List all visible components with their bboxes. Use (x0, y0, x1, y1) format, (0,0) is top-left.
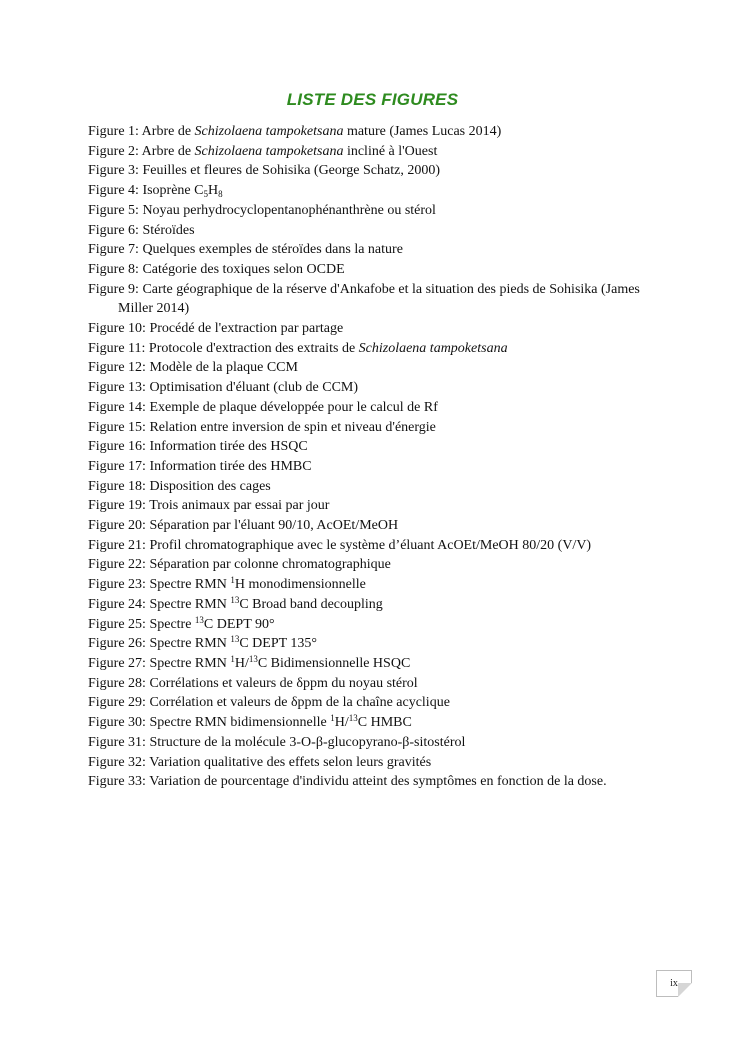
figure-entry-text: Figure 8: Catégorie des toxiques selon OCDE (88, 261, 345, 277)
figure-entry (88, 260, 668, 280)
figure-entry-text: Figure 33: Variation de pourcentage d'individu atteint des symptômes en fonction de la dose. (88, 774, 607, 790)
figure-entry-text: Figure 32: Variation qualitative des effets selon leurs gravités (88, 754, 432, 770)
figure-entry-prefix: Figure 4: Isoprène C (88, 183, 204, 199)
figure-entry-prefix: Figure 26: Spectre RMN (88, 636, 231, 652)
figure-entry-mid: H (207, 183, 219, 199)
page-title: LISTE DES FIGURES (286, 90, 459, 109)
figure-entry (88, 339, 668, 359)
figure-entry (88, 437, 668, 457)
figure-entry-text: Figure 7: Quelques exemples de stéroïdes dans la nature (88, 242, 403, 258)
figure-entry (88, 398, 668, 418)
figure-entry (88, 457, 668, 477)
figure-entry-sup1: 13 (194, 614, 204, 625)
figure-entry-sup2: 13 (348, 713, 358, 724)
figure-entry (88, 496, 668, 516)
figure-entry-text: Figure 19: Trois animaux par essai par jour (88, 498, 330, 514)
figure-entry-prefix: Figure 1: Arbre de (88, 124, 195, 139)
figure-entry-text: Figure 12: Modèle de la plaque CCM (88, 360, 298, 376)
figure-entry-sub2: 8 (218, 189, 223, 200)
figure-entry-sup1: 1 (330, 713, 335, 724)
figure-entry-text: Figure 9: Carte géographique de la réserve d'Ankafobe et la situation des pieds de Sohisika (James Miller 2014) (88, 281, 640, 317)
figure-entry-text: Figure 6: Stéroïdes (88, 222, 195, 238)
figure-entry (88, 615, 668, 635)
figure-entry-text: Figure 21: Profil chromatographique avec le système d’éluant AcOEt/MeOH 80/20 (V/V) (88, 537, 592, 553)
figure-entry (88, 674, 668, 694)
figure-entry (88, 753, 668, 773)
figure-entry-suffix: C Bidimensionnelle HSQC (257, 655, 411, 671)
figure-entry (88, 201, 668, 221)
figure-entry-text: Figure 15: Relation entre inversion de spin et niveau d'énergie (88, 419, 436, 435)
figure-entry-suffix: C HMBC (357, 715, 412, 731)
figure-entry-sup1: 1 (230, 653, 235, 664)
page-number: ix (656, 970, 692, 997)
figure-entry-prefix: Figure 30: Spectre RMN bidimensionnelle (88, 715, 331, 731)
figure-entry-prefix: Figure 27: Spectre RMN (88, 655, 231, 671)
figure-entry-prefix: Figure 23: Spectre RMN (88, 577, 231, 593)
figure-entry-suffix: C DEPT 90° (203, 616, 275, 632)
figure-entry-suffix: C DEPT 135° (239, 636, 318, 652)
figure-entry-suffix: mature (James Lucas 2014) (343, 124, 502, 139)
figure-list (88, 122, 668, 792)
figure-entry (88, 772, 668, 792)
figure-entry-text: Figure 14: Exemple de plaque développée pour le calcul de Rf (88, 399, 438, 415)
figure-entry-text: Figure 31: Structure de la molécule 3-O-β-glucopyrano-β-sitostérol (88, 734, 466, 750)
figure-entry-text: Figure 3: Feuilles et fleures de Sohisika (George Schatz, 2000) (88, 163, 440, 179)
figure-entry-text: Figure 20: Séparation par l'éluant 90/10, AcOEt/MeOH (88, 518, 399, 534)
figure-entry-sup1: 1 (230, 575, 235, 586)
figure-entry (88, 693, 668, 713)
figure-entry (88, 477, 668, 497)
figure-entry (88, 161, 668, 181)
figure-entry (88, 713, 668, 733)
figure-entry-prefix: Figure 11: Protocole d'extraction des extraits de (88, 340, 359, 356)
figure-entry-italic: Schizolaena tampoketsana (194, 143, 344, 159)
figure-entry (88, 536, 668, 556)
figure-entry-prefix: Figure 2: Arbre de (88, 143, 195, 159)
figure-entry (88, 575, 668, 595)
figure-entry-text: Figure 13: Optimisation d'éluant (club de CCM) (88, 380, 359, 396)
figure-entry-sup2: 13 (248, 653, 258, 664)
figure-entry-text: Figure 18: Disposition des cages (88, 478, 271, 494)
figure-entry-prefix: Figure 25: Spectre (88, 616, 195, 632)
figure-entry-text: Figure 28: Corrélations et valeurs de δppm du noyau stérol (88, 675, 418, 691)
figure-entry-prefix: Figure 24: Spectre RMN (88, 596, 231, 612)
figure-entry (88, 555, 668, 575)
figure-entry-text: Figure 16: Information tirée des HSQC (88, 439, 308, 455)
figure-entry (88, 280, 668, 319)
figure-entry (88, 319, 668, 339)
figure-entry-suffix: incliné à l'Ouest (343, 143, 438, 159)
figure-entry (88, 516, 668, 536)
figure-entry (88, 634, 668, 654)
figure-entry (88, 240, 668, 260)
figure-entry (88, 595, 668, 615)
figure-entry (88, 654, 668, 674)
figure-entry (88, 358, 668, 378)
figure-entry-mid: H/ (234, 655, 249, 671)
figure-entry-suffix: H monodimensionnelle (234, 577, 366, 593)
figure-entry-text: Figure 10: Procédé de l'extraction par partage (88, 321, 344, 337)
figure-entry-italic: Schizolaena tampoketsana (194, 124, 344, 139)
figure-entry-sup1: 13 (230, 634, 240, 645)
figure-entry (88, 733, 668, 753)
figure-entry (88, 378, 668, 398)
figure-entry-suffix: C Broad band decoupling (239, 596, 383, 612)
figure-entry-text: Figure 29: Corrélation et valeurs de δppm de la chaîne acyclique (88, 695, 450, 711)
figure-entry (88, 181, 668, 201)
figure-entry (88, 418, 668, 438)
figure-entry (88, 122, 668, 142)
figure-entry-italic: Schizolaena tampoketsana (358, 340, 508, 356)
figure-entry (88, 142, 668, 162)
figure-entry-text: Figure 22: Séparation par colonne chromatographique (88, 557, 391, 573)
figure-entry-text: Figure 17: Information tirée des HMBC (88, 458, 312, 474)
figure-entry-sup1: 13 (230, 594, 240, 605)
figure-entry-sub1: 5 (203, 189, 208, 200)
figure-entry-mid: H/ (334, 715, 349, 731)
figure-entry (88, 221, 668, 241)
figure-entry-text: Figure 5: Noyau perhydrocyclopentanophénanthrène ou stérol (88, 202, 436, 218)
